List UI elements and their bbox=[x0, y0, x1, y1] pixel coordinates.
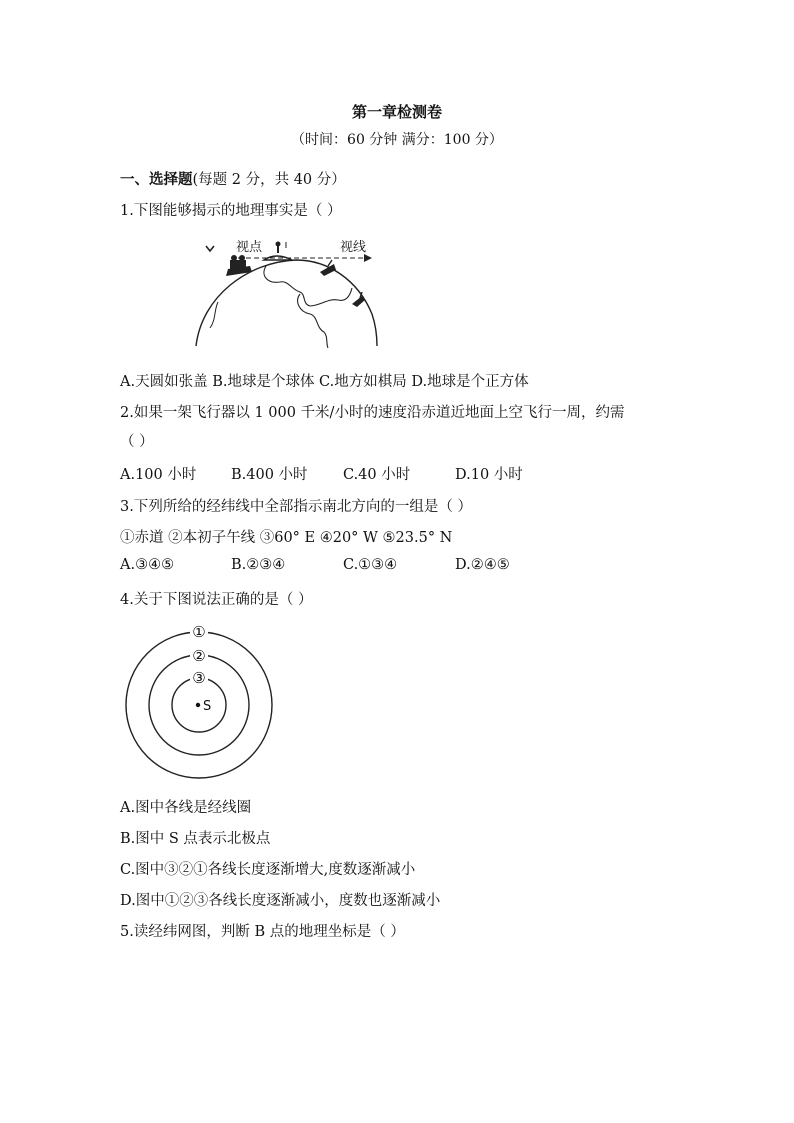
ship-icon bbox=[320, 260, 336, 276]
ship-icon bbox=[352, 292, 365, 307]
question-2-option-b: B.400 小时 bbox=[231, 467, 308, 483]
observer-icon bbox=[206, 246, 214, 251]
question-3-option-d: D.②④⑤ bbox=[455, 557, 510, 573]
question-2-option-c: C.40 小时 bbox=[343, 467, 411, 483]
continent-line bbox=[264, 266, 352, 306]
ship-icon bbox=[264, 242, 292, 261]
question-4-option-b: B.图中 S 点表示北极点 bbox=[120, 831, 271, 847]
section-heading bbox=[120, 168, 346, 189]
center-label: S bbox=[203, 699, 212, 714]
concentric-circles-figure bbox=[120, 618, 280, 782]
circle-1-label: ① bbox=[192, 623, 206, 641]
question-2-stem-cont: （ ） bbox=[120, 434, 154, 450]
question-5-stem: 5.读经纬网图，判断 B 点的地理坐标是（ ） bbox=[120, 924, 405, 940]
question-2-option-d: D.10 小时 bbox=[455, 467, 523, 483]
question-3-option-a: A.③④⑤ bbox=[120, 557, 175, 573]
arrow-head-icon bbox=[364, 254, 372, 262]
viewpoint-label: 视点 bbox=[236, 240, 263, 255]
circle-3-label: ③ bbox=[192, 669, 206, 687]
question-3-stem: 3.下列所给的经纬线中全部指示南北方向的一组是（ ） bbox=[120, 499, 472, 515]
question-4-option-a: A.图中各线是经线圈 bbox=[120, 800, 252, 816]
circle-2-label: ② bbox=[192, 647, 206, 665]
center-point bbox=[196, 703, 200, 707]
question-3-option-b: B.②③④ bbox=[231, 557, 286, 573]
exam-info: （时间：60 分钟 满分：100 分） bbox=[291, 132, 503, 148]
question-3-option-c: C.①③④ bbox=[343, 557, 398, 573]
question-2-option-a: A.100 小时 bbox=[120, 467, 197, 483]
question-4-option-c: C.图中③②①各线长度逐渐增大,度数逐渐减小 bbox=[120, 862, 416, 878]
question-3-items: ①赤道 ②本初子午线 ③60° E ④20° W ⑤23.5° N bbox=[120, 530, 453, 546]
question-4-stem: 4.关于下图说法正确的是（ ） bbox=[120, 592, 313, 608]
earth-horizon-figure bbox=[188, 236, 388, 348]
question-4-option-d: D.图中①②③各线长度逐渐减小，度数也逐渐减小 bbox=[120, 893, 441, 909]
earth-outline bbox=[196, 260, 377, 346]
section-note: (每题 2 分，共 40 分） bbox=[192, 172, 346, 188]
question-1-stem: 1.下图能够揭示的地理事实是（ ） bbox=[120, 203, 342, 219]
question-2-stem: 2.如果一架飞行器以 1 000 千米/小时的速度沿赤道近地面上空飞行一周，约需 bbox=[120, 405, 625, 421]
page-title: 第一章检测卷 bbox=[351, 103, 442, 121]
section-title: 一、选择题 bbox=[120, 172, 193, 188]
question-1-options: A.天圆如张盖 B.地球是个球体 C.地方如棋局 D.地球是个正方体 bbox=[120, 374, 529, 390]
sightline-label: 视线 bbox=[340, 240, 367, 255]
